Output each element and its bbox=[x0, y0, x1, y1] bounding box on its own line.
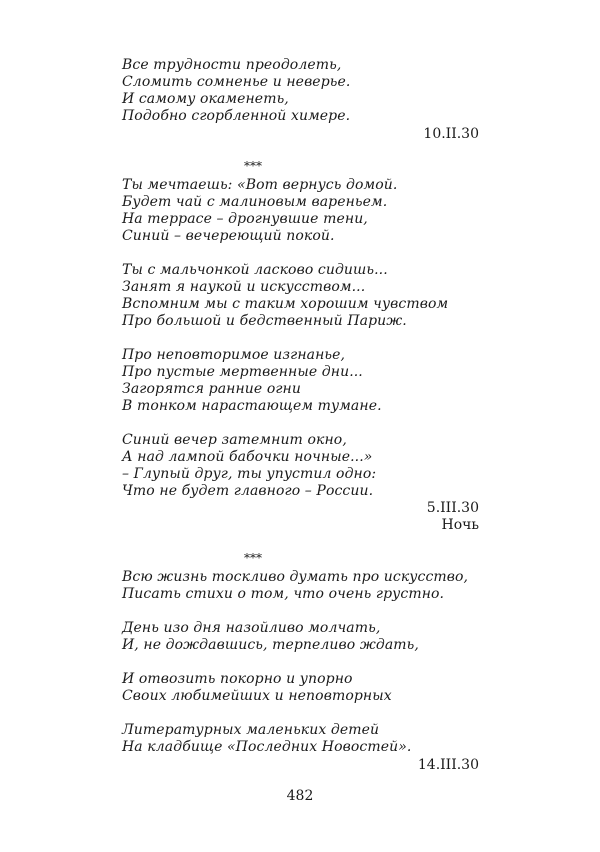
poem-line: На террасе – дрогнувшие тени, bbox=[122, 211, 368, 227]
poem-line: И, не дождавшись, терпеливо ждать, bbox=[122, 637, 419, 653]
poem-line: Загорятся ранние огни bbox=[122, 381, 301, 397]
poem-line: Про неповторимое изгнанье, bbox=[122, 347, 346, 363]
poem-line: Писать стихи о том, что очень грустно. bbox=[122, 586, 445, 602]
poem-date: 5.III.30 bbox=[426, 500, 479, 516]
poem-line: – Глупый друг, ты упустил одно: bbox=[122, 466, 377, 482]
section-separator: *** bbox=[244, 159, 262, 173]
poem-line: Синий – вечереющий покой. bbox=[122, 228, 335, 244]
poem-line: Про пустые мертвенные дни... bbox=[122, 364, 363, 380]
poem-line: Всю жизнь тоскливо думать про искусство, bbox=[122, 569, 469, 585]
poem-line: На кладбище «Последних Новостей». bbox=[122, 739, 412, 755]
poem-line: В тонком нарастающем тумане. bbox=[122, 398, 382, 414]
poem-date: 10.II.30 bbox=[423, 126, 479, 142]
poem-line: День изо дня назойливо молчать, bbox=[122, 620, 381, 636]
poem-line: А над лампой бабочки ночные...» bbox=[122, 449, 373, 465]
poem-caption: Ночь bbox=[441, 517, 479, 533]
poem-line: Вспомним мы с таким хорошим чувством bbox=[122, 296, 449, 312]
poem-date: 14.III.30 bbox=[417, 757, 479, 773]
poem-line: И отвозить покорно и упорно bbox=[122, 671, 353, 687]
poem-line: Литературных маленьких детей bbox=[122, 722, 380, 738]
poem-line: Ты с мальчонкой ласково сидишь... bbox=[122, 262, 388, 278]
poem-line: Будет чай с малиновым вареньем. bbox=[122, 194, 388, 210]
poem-line: Синий вечер затемнит окно, bbox=[122, 432, 347, 448]
poem-line: Что не будет главного – России. bbox=[122, 483, 374, 499]
poem-line: Своих любимейших и неповторных bbox=[122, 688, 392, 704]
poem-line: Занят я наукой и искусством... bbox=[122, 279, 366, 295]
section-separator: *** bbox=[244, 551, 262, 565]
poem-line: Сломить сомненье и неверье. bbox=[122, 74, 351, 90]
page-number: 482 bbox=[286, 788, 314, 804]
poem-line: И самому окаменеть, bbox=[122, 91, 289, 107]
poem-line: Ты мечтаешь: «Вот вернусь домой. bbox=[122, 177, 398, 193]
poem-line: Подобно сгорбленной химере. bbox=[122, 108, 351, 124]
poem-line: Все трудности преодолеть, bbox=[122, 57, 342, 73]
poem-line: Про большой и бедственный Париж. bbox=[122, 313, 407, 329]
